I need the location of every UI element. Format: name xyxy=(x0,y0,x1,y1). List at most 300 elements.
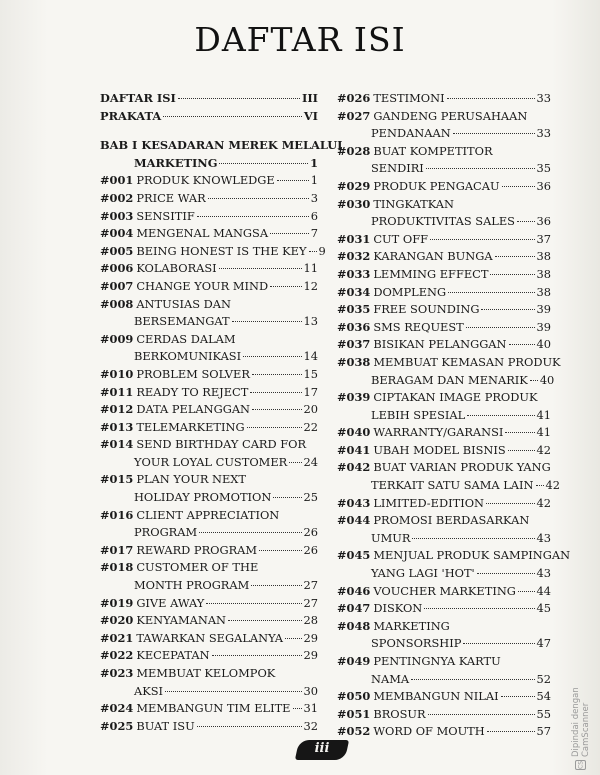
toc-entry-page: 29 xyxy=(303,630,318,645)
toc-entry-page: 30 xyxy=(303,683,318,698)
toc-entry-number: #001 xyxy=(100,173,134,188)
toc-entry-line xyxy=(100,524,318,542)
toc-entry-line xyxy=(337,407,551,425)
toc-entry-page: 22 xyxy=(303,419,318,434)
toc-entry-page: 47 xyxy=(536,636,551,651)
toc-entry-page: 17 xyxy=(303,384,318,399)
toc-entry-title: CERDAS DALAM xyxy=(136,331,236,346)
toc-entry xyxy=(100,542,318,560)
toc-entry-line xyxy=(337,354,561,372)
toc-entry xyxy=(100,190,318,208)
toc-entry-title: GANDENG PERUSAHAAN xyxy=(373,108,528,123)
toc-entry-number: #041 xyxy=(337,442,371,457)
toc-entry xyxy=(100,507,318,542)
dot-leader xyxy=(212,655,302,656)
toc-entry-line xyxy=(337,389,551,407)
dot-leader xyxy=(243,356,301,357)
toc-entry xyxy=(100,612,318,630)
dot-leader xyxy=(252,409,301,410)
toc-entry-line xyxy=(100,595,318,613)
dot-leader xyxy=(273,497,301,498)
toc-entry-page: 11 xyxy=(303,261,318,276)
dot-leader xyxy=(247,427,302,428)
toc-entry-line xyxy=(337,477,560,495)
dot-leader xyxy=(163,116,302,117)
toc-entry xyxy=(337,196,551,231)
toc-entry-page: 26 xyxy=(303,542,318,557)
toc-entry-page: 44 xyxy=(536,583,551,598)
toc-entry-page: 40 xyxy=(536,337,551,352)
toc-entry-number: #032 xyxy=(337,249,371,264)
toc-entry-line xyxy=(337,336,551,354)
toc-entry xyxy=(337,284,551,302)
toc-entry-line xyxy=(337,442,551,460)
toc-entry-title: KOLABORASI xyxy=(136,261,217,276)
toc-entry-title: MEMBANGUN NILAI xyxy=(373,689,499,704)
toc-entry-number: #013 xyxy=(100,419,134,434)
toc-entry-title: BISIKAN PELANGGAN xyxy=(373,337,507,352)
toc-entry xyxy=(337,459,560,494)
section-gap xyxy=(100,125,318,137)
toc-entry-number: #023 xyxy=(100,666,134,680)
toc-entry xyxy=(100,647,318,665)
toc-entry-title: BROSUR xyxy=(373,706,426,721)
toc-entry xyxy=(337,512,551,547)
toc-entry-title: PROGRAM xyxy=(134,525,198,540)
toc-entry-page: 1 xyxy=(310,155,318,170)
toc-entry-line xyxy=(100,718,318,736)
dot-leader xyxy=(467,415,534,416)
toc-entry xyxy=(337,424,551,442)
toc-entry xyxy=(100,700,318,718)
toc-entry-line xyxy=(337,459,551,477)
toc-entry-number: #033 xyxy=(337,266,371,281)
toc-entry-line xyxy=(337,90,551,108)
toc-entry xyxy=(100,419,318,437)
toc-entry xyxy=(337,231,551,249)
toc-entry xyxy=(100,296,318,331)
toc-entry-line xyxy=(337,196,551,214)
dot-leader xyxy=(509,344,535,345)
toc-entry-number: #039 xyxy=(337,390,371,405)
toc-entry-title: TELEMARKETING xyxy=(136,419,245,434)
toc-entry-line xyxy=(337,547,571,565)
watermark-text: Dipindai dengan CamScanner xyxy=(571,687,591,757)
dot-leader xyxy=(411,679,534,680)
toc-entry-title: HOLIDAY PROMOTION xyxy=(134,490,272,505)
toc-entry-line xyxy=(100,243,326,261)
toc-entry-line xyxy=(337,688,551,706)
dot-leader xyxy=(206,603,301,604)
toc-entry-page: 41 xyxy=(536,407,551,422)
toc-entry-line xyxy=(337,319,551,337)
toc-entry-number: #052 xyxy=(337,724,371,739)
toc-entry-title: CUSTOMER OF THE xyxy=(136,560,259,575)
toc-entry xyxy=(100,366,318,384)
toc-column-right xyxy=(337,90,571,741)
toc-entry-number: #027 xyxy=(337,108,371,123)
toc-entry-line xyxy=(100,630,318,648)
dot-leader xyxy=(428,714,535,715)
toc-entry-line xyxy=(100,225,318,243)
dot-leader xyxy=(502,186,535,187)
toc-entry-line xyxy=(100,559,318,577)
toc-entry-title: UMUR xyxy=(371,530,411,545)
toc-entry xyxy=(337,495,551,513)
toc-entry-title: BUAT KOMPETITOR xyxy=(373,143,493,158)
dot-leader xyxy=(505,432,534,433)
toc-entry-line xyxy=(100,683,318,701)
toc-entry-page: 13 xyxy=(303,314,318,329)
dot-leader xyxy=(219,163,308,164)
toc-entry-page: 35 xyxy=(536,161,551,176)
toc-entry-page: 57 xyxy=(536,724,551,739)
dot-leader xyxy=(481,309,534,310)
toc-entry-line xyxy=(100,577,318,595)
toc-entry-number: #035 xyxy=(337,302,371,317)
toc-entry-line xyxy=(100,700,318,718)
toc-entry xyxy=(100,331,318,366)
toc-entry-title: MEMBANGUN TIM ELITE xyxy=(136,701,291,716)
toc-entry xyxy=(337,248,551,266)
page-number: iii xyxy=(314,741,330,756)
toc-entry xyxy=(100,208,318,226)
toc-entry-number: #025 xyxy=(100,718,134,733)
toc-entry xyxy=(337,547,571,582)
toc-entry-title: CLIENT APPRECIATION xyxy=(136,507,280,522)
toc-entry-line xyxy=(100,489,318,507)
dot-leader xyxy=(270,233,309,234)
toc-entry-number: #036 xyxy=(337,319,371,334)
toc-entry xyxy=(337,301,551,319)
toc-entry-number: #016 xyxy=(100,507,134,522)
toc-entry-line xyxy=(337,530,551,548)
toc-entry xyxy=(337,178,551,196)
toc-entry-title: MARKETING xyxy=(373,618,450,633)
toc-entry xyxy=(337,618,551,653)
toc-entry-line xyxy=(337,231,551,249)
dot-leader xyxy=(508,450,535,451)
toc-entry-page: 3 xyxy=(310,190,318,205)
toc-entry-title: SMS REQUEST xyxy=(373,319,464,334)
toc-entry-number: #009 xyxy=(100,331,134,346)
toc-entry xyxy=(337,723,551,741)
dot-leader xyxy=(165,691,301,692)
toc-entry-page: 25 xyxy=(303,490,318,505)
toc-entry-line xyxy=(337,653,551,671)
dot-leader xyxy=(424,608,534,609)
toc-entry-number: #008 xyxy=(100,296,134,311)
toc-entry-title: GIVE AWAY xyxy=(136,595,205,610)
toc-entry-number: #007 xyxy=(100,278,134,293)
toc-entry-title: PRODUK KNOWLEDGE xyxy=(136,173,275,188)
toc-entry xyxy=(100,384,318,402)
toc-entry-title: LIMITED-EDITION xyxy=(373,495,485,510)
dot-leader xyxy=(232,321,302,322)
toc-entry-number: #038 xyxy=(337,354,371,369)
toc-entry-title: DAFTAR ISI xyxy=(100,91,176,105)
toc-entry xyxy=(337,389,551,424)
dot-leader xyxy=(477,573,535,574)
toc-entry-number: #014 xyxy=(100,437,134,452)
toc-entry-number: #019 xyxy=(100,595,134,610)
toc-entry xyxy=(337,336,551,354)
toc-entry-number: #018 xyxy=(100,560,134,575)
toc-entry-title: CUT OFF xyxy=(373,231,429,246)
toc-entry-title: YANG LAGI 'HOT' xyxy=(371,566,475,581)
toc-entry-title: PRICE WAR xyxy=(136,190,206,205)
toc-entry-number: #024 xyxy=(100,701,134,716)
toc-entry-number: #020 xyxy=(100,613,134,628)
toc-entry-title: READY TO REJECT xyxy=(136,384,249,399)
toc-entry-title: PRODUKTIVITAS SALES xyxy=(371,214,515,229)
toc-entry-number: #005 xyxy=(100,243,134,258)
toc-entry-title: VOUCHER MARKETING xyxy=(373,583,516,598)
toc-entry xyxy=(100,225,318,243)
toc-entry-page: 33 xyxy=(536,91,551,105)
toc-entry xyxy=(100,595,318,613)
toc-entry-title: MENGENAL MANGSA xyxy=(136,226,269,241)
toc-entry-page: 42 xyxy=(545,478,560,493)
toc-entry-line xyxy=(100,208,318,226)
toc-entry xyxy=(337,583,551,601)
toc-entry-title: SENSITIF xyxy=(136,208,195,223)
toc-entry-line xyxy=(100,384,318,402)
toc-entry-number: #042 xyxy=(337,460,371,475)
scanner-watermark xyxy=(573,650,589,770)
toc-entry-title: BERAGAM DAN MENARIK xyxy=(371,372,528,387)
toc-entry-line xyxy=(100,108,318,126)
toc-entry-number: #030 xyxy=(337,196,371,211)
toc-entry-page: 24 xyxy=(303,454,318,469)
toc-entry-title: MENJUAL PRODUK SAMPINGAN xyxy=(373,548,571,563)
toc-entry-title: TESTIMONI xyxy=(373,91,445,105)
toc-entry-number: #037 xyxy=(337,337,371,352)
toc-entry-page: 1 xyxy=(310,173,318,188)
toc-entry xyxy=(337,319,551,337)
dot-leader xyxy=(197,216,309,217)
toc-entry-title: BERSEMANGAT xyxy=(134,314,230,329)
dot-leader xyxy=(487,731,535,732)
toc-entry-line xyxy=(337,583,551,601)
toc-entry-number: #015 xyxy=(100,472,134,487)
toc-entry-page: 38 xyxy=(536,284,551,299)
toc-entry xyxy=(100,665,318,700)
toc-entry-title: WARRANTY/GARANSI xyxy=(373,425,504,440)
dot-leader xyxy=(277,180,309,181)
toc-entry-title: DATA PELANGGAN xyxy=(136,402,251,417)
dot-leader xyxy=(536,485,544,486)
toc-entry-page: III xyxy=(302,91,318,105)
toc-entry-title: LEBIH SPESIAL xyxy=(371,407,466,422)
toc-entry-line xyxy=(337,565,551,583)
toc-entry xyxy=(100,401,318,419)
dot-leader xyxy=(250,392,301,393)
dot-leader xyxy=(412,538,534,539)
toc-entry xyxy=(337,354,561,389)
toc-entry-page: 43 xyxy=(536,566,551,581)
toc-entry-line xyxy=(100,155,318,173)
camscanner-logo-icon: CS xyxy=(577,761,585,769)
dot-leader xyxy=(285,638,302,639)
dot-leader xyxy=(495,256,535,257)
toc-entry-line xyxy=(100,137,343,155)
toc-entry-title: SEND BIRTHDAY CARD FOR xyxy=(136,437,307,452)
toc-entry-title: FREE SOUNDING xyxy=(373,302,480,317)
toc-entry-page: 36 xyxy=(536,214,551,229)
dot-leader xyxy=(453,133,535,134)
toc-entry-title: TERKAIT SATU SAMA LAIN xyxy=(371,478,534,493)
toc-entry-title: YOUR LOYAL CUSTOMER xyxy=(134,454,288,469)
toc-entry-number: #049 xyxy=(337,654,371,668)
toc-entry-title: BUAT ISU xyxy=(136,718,195,733)
toc-entry-number: #034 xyxy=(337,284,371,299)
toc-entry-line xyxy=(337,723,551,741)
toc-entry-page: 9 xyxy=(318,243,326,258)
toc-entry-line xyxy=(337,248,551,266)
toc-entry-line xyxy=(337,600,551,618)
toc-entry-title: MARKETING xyxy=(134,155,218,170)
toc-entry-page: 40 xyxy=(539,372,555,387)
dot-leader xyxy=(448,292,534,293)
toc-entry-line xyxy=(100,331,318,349)
toc-entry-page: 29 xyxy=(303,648,318,663)
toc-entry-title: NAMA xyxy=(371,671,410,686)
toc-entry-line xyxy=(337,143,551,161)
toc-entry xyxy=(100,108,318,126)
toc-entry-page: 36 xyxy=(536,178,551,193)
toc-entry-line xyxy=(337,495,551,513)
toc-entry-title: UBAH MODEL BISNIS xyxy=(373,442,506,457)
dot-leader xyxy=(530,380,538,381)
toc-entry-page: 38 xyxy=(536,266,551,281)
dot-leader xyxy=(518,591,535,592)
toc-entry xyxy=(100,559,318,594)
dot-leader xyxy=(309,251,317,252)
toc-entry-line xyxy=(100,348,318,366)
dot-leader xyxy=(463,643,534,644)
toc-entry-line xyxy=(100,507,318,525)
toc-entry-page: 27 xyxy=(303,578,318,593)
dot-leader xyxy=(430,239,534,240)
toc-entry-number: #003 xyxy=(100,208,134,223)
toc-entry-line xyxy=(100,296,318,314)
toc-entry-page: 14 xyxy=(303,349,318,364)
toc-entry xyxy=(337,688,551,706)
dot-leader xyxy=(501,696,535,697)
toc-entry-number: #050 xyxy=(337,689,371,704)
dot-leader xyxy=(208,198,309,199)
toc-entry-page: 55 xyxy=(536,706,551,721)
toc-entry-title: MONTH PROGRAM xyxy=(134,578,250,593)
toc-entry-title: CIPTAKAN IMAGE PRODUK xyxy=(373,390,538,405)
toc-entry-page: 7 xyxy=(310,226,318,241)
dot-leader xyxy=(447,98,535,99)
toc-entry-page: 26 xyxy=(303,525,318,540)
toc-entry-page: 37 xyxy=(536,231,551,246)
toc-entry-page: 28 xyxy=(303,613,318,628)
toc-entry-line xyxy=(337,618,551,636)
toc-entry-title: DISKON xyxy=(373,601,423,616)
toc-entry-line xyxy=(337,372,555,390)
toc-entry xyxy=(100,471,318,506)
toc-entry-page: 15 xyxy=(303,366,318,381)
toc-entry-line xyxy=(337,125,551,143)
toc-entry-number: #004 xyxy=(100,226,134,241)
toc-entry-title: PROBLEM SOLVER xyxy=(136,366,250,381)
dot-leader xyxy=(289,462,301,463)
toc-entry-line xyxy=(100,90,318,108)
toc-entry-page: VI xyxy=(303,108,318,123)
toc-entry-line xyxy=(337,424,551,442)
toc-entry-title: BERKOMUNIKASI xyxy=(134,349,242,364)
dot-leader xyxy=(197,726,302,727)
toc-entry-number: #006 xyxy=(100,261,134,276)
toc-entry-title: AKSI xyxy=(134,683,164,698)
toc-entry-number: #044 xyxy=(337,513,371,528)
toc-entry-line xyxy=(337,108,551,126)
toc-entry xyxy=(100,278,318,296)
toc-entry-title: MEMBUAT KELOMPOK xyxy=(136,666,276,680)
toc-entry-page: 41 xyxy=(536,425,551,440)
toc-entry-page: 31 xyxy=(303,701,318,716)
toc-entry-title: SPONSORSHIP xyxy=(371,636,462,651)
dot-leader xyxy=(466,327,535,328)
toc-entry-number: #011 xyxy=(100,384,134,399)
toc-entry-number: #031 xyxy=(337,231,371,246)
toc-entry-line xyxy=(337,512,551,530)
toc-entry-page: 42 xyxy=(536,442,551,457)
toc-entry-page: 45 xyxy=(536,601,551,616)
toc-entry-page: 6 xyxy=(310,208,318,223)
toc-entry-title: PRODUK PENGACAU xyxy=(373,178,500,193)
toc-entry xyxy=(100,90,318,108)
dot-leader xyxy=(486,503,534,504)
toc-entry-line xyxy=(100,401,318,419)
toc-entry-title: DOMPLENG xyxy=(373,284,447,299)
toc-entry-page: 32 xyxy=(303,718,318,733)
toc-entry-line xyxy=(100,454,318,472)
toc-entry-line xyxy=(337,706,551,724)
dot-leader xyxy=(490,274,534,275)
toc-entry-title: BAB I KESADARAN MEREK MELALUI xyxy=(100,138,343,153)
dot-leader xyxy=(517,221,535,222)
page-title: DAFTAR ISI xyxy=(194,20,406,59)
toc-entry-title: PROMOSI BERDASARKAN xyxy=(373,513,530,528)
toc-entry-number: #022 xyxy=(100,648,134,663)
toc-entry-number: #046 xyxy=(337,583,371,598)
toc-entry-title: SENDIRI xyxy=(371,161,424,176)
toc-entry-number: #028 xyxy=(337,143,371,158)
toc-entry-page: 43 xyxy=(536,530,551,545)
toc-entry-line xyxy=(100,419,318,437)
toc-entry-number: #029 xyxy=(337,178,371,193)
toc-entry-line xyxy=(100,647,318,665)
toc-entry-title: REWARD PROGRAM xyxy=(136,542,258,557)
toc-entry xyxy=(337,442,551,460)
toc-entry xyxy=(100,718,318,736)
dot-leader xyxy=(199,532,301,533)
toc-entry-title: TAWARKAN SEGALANYA xyxy=(136,630,283,645)
toc-entry-line xyxy=(100,278,318,296)
toc-entry-page: 20 xyxy=(303,402,318,417)
toc-entry-title: PRAKATA xyxy=(100,108,162,123)
toc-entry-page: 12 xyxy=(303,278,318,293)
toc-entry-page: 42 xyxy=(536,495,551,510)
dot-leader xyxy=(219,268,302,269)
toc-entry-page: 27 xyxy=(303,595,318,610)
toc-entry-line xyxy=(337,213,551,231)
